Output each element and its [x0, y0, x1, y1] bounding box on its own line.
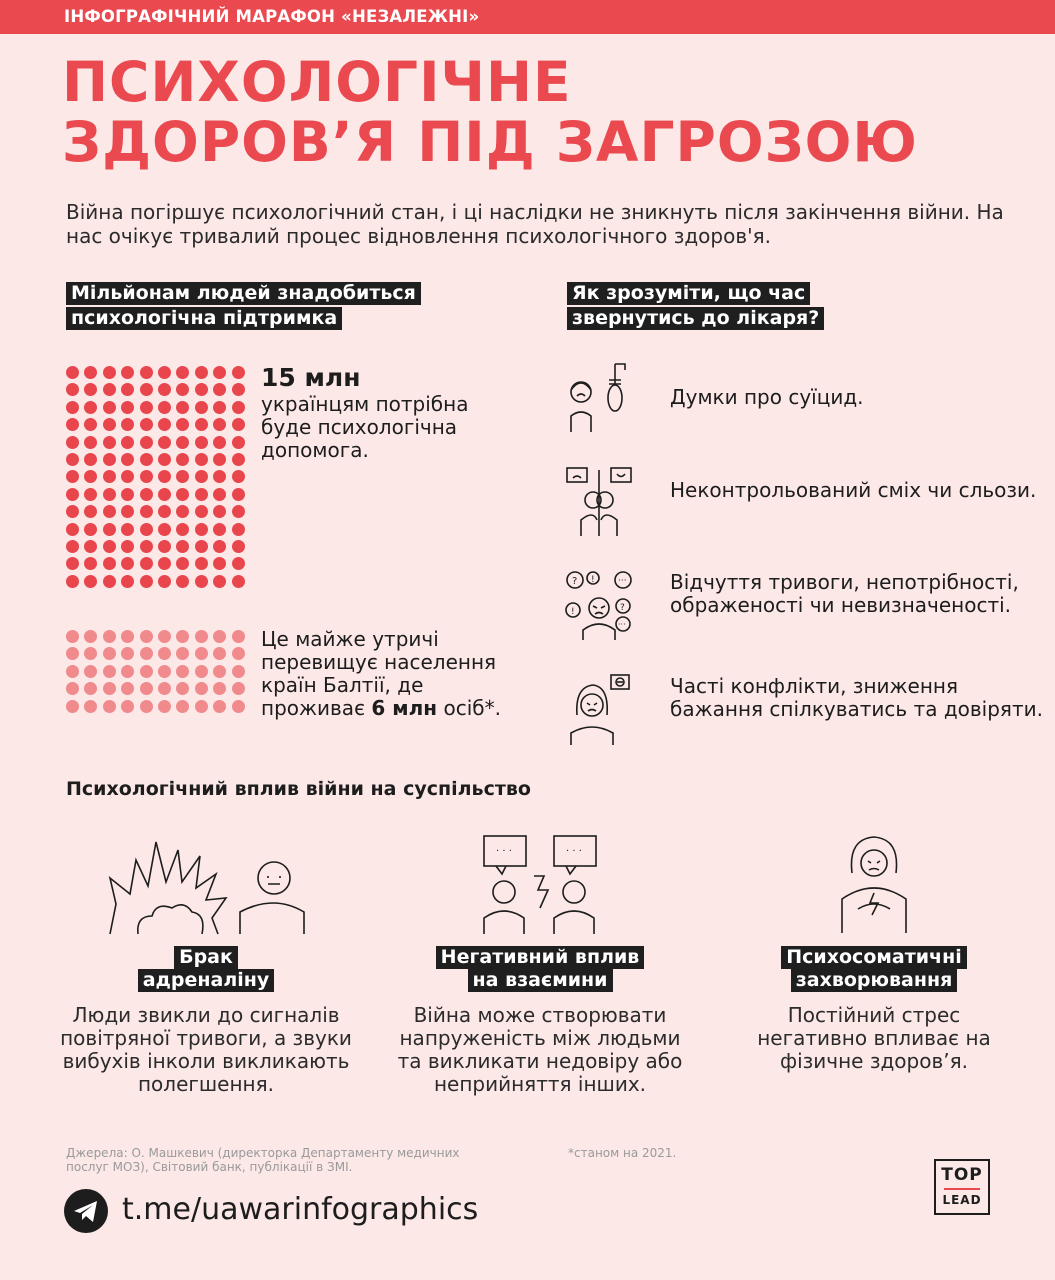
person-dot — [232, 682, 245, 695]
person-dot — [232, 418, 245, 431]
impact-head-1-line-1: Брак — [174, 946, 238, 969]
person-dot — [213, 401, 226, 414]
person-dot — [121, 682, 134, 695]
doctor-heading-line-1: Як зрозуміти, що час — [567, 282, 810, 305]
explosion-person-icon — [108, 838, 306, 936]
toplead-logo — [934, 1159, 990, 1215]
person-dot — [140, 647, 153, 660]
logo-bottom: LEAD — [942, 1193, 982, 1207]
person-dot — [103, 523, 116, 536]
person-dot — [232, 647, 245, 660]
person-dot — [103, 418, 116, 431]
person-dot — [232, 488, 245, 501]
person-dot — [66, 488, 79, 501]
person-dot — [195, 383, 208, 396]
person-dot — [84, 436, 97, 449]
doctor-heading-line-2: звернутись до лікаря? — [567, 307, 824, 330]
person-dot — [158, 505, 171, 518]
person-dot — [213, 418, 226, 431]
person-dot — [103, 436, 116, 449]
impact-head-3-line-1: Психосоматичні — [781, 946, 966, 969]
person-dot — [103, 401, 116, 414]
person-dot — [121, 401, 134, 414]
person-dot — [158, 383, 171, 396]
person-dot — [195, 523, 208, 536]
person-dot — [213, 523, 226, 536]
person-dot — [232, 665, 245, 678]
person-dot — [121, 700, 134, 713]
people-conflict-icon — [478, 834, 604, 936]
person-dot — [103, 453, 116, 466]
person-dot — [213, 575, 226, 588]
impact-head-2-line-2: на взаємини — [468, 969, 613, 992]
impact-head-1 — [66, 946, 346, 992]
person-dot — [176, 401, 189, 414]
person-dot — [140, 557, 153, 570]
dot-matrix-6m — [66, 630, 245, 713]
person-dot — [232, 453, 245, 466]
impact-text-2: Війна може створювати напруженість між людьми та викликати недовіру або неприйняття інших. — [397, 1003, 683, 1096]
person-dot — [195, 436, 208, 449]
svg-text:···: ··· — [618, 576, 627, 586]
title-line-2: ЗДОРОВ’Я ПІД ЗАГРОЗОЮ — [62, 110, 918, 174]
person-dot — [158, 665, 171, 678]
person-dot — [121, 470, 134, 483]
person-dot — [195, 505, 208, 518]
person-dot — [158, 575, 171, 588]
person-dot — [213, 366, 226, 379]
person-dot — [176, 383, 189, 396]
person-dot — [84, 470, 97, 483]
person-dot — [213, 436, 226, 449]
person-dot — [158, 557, 171, 570]
sign-text-4: Часті конфлікти, зниження бажання спілкуватись та довіряти. — [670, 674, 1043, 721]
person-dot — [195, 665, 208, 678]
person-dot — [84, 401, 97, 414]
impact-head-3-line-2: захворювання — [791, 969, 958, 992]
person-dot — [176, 418, 189, 431]
impact-text-3: Постійний стрес негативно впливає на фізичне здоров’я. — [757, 1003, 991, 1073]
person-dot — [176, 470, 189, 483]
person-dot — [66, 436, 79, 449]
person-dot — [140, 682, 153, 695]
person-dot — [140, 488, 153, 501]
anxiety-icon — [563, 568, 635, 640]
person-dot — [232, 557, 245, 570]
person-dot — [232, 436, 245, 449]
person-dot — [213, 505, 226, 518]
person-dot — [232, 523, 245, 536]
person-dot — [103, 557, 116, 570]
person-dot — [158, 523, 171, 536]
sign-text-3: Відчуття тривоги, непотрібності, ображеності чи невизначеності. — [670, 570, 1019, 617]
person-dot — [121, 665, 134, 678]
person-dot — [195, 647, 208, 660]
person-dot — [176, 540, 189, 553]
telegram-icon[interactable] — [64, 1189, 108, 1233]
person-dot — [103, 665, 116, 678]
person-dot — [66, 647, 79, 660]
dot-matrix-15m — [66, 366, 245, 588]
person-dot — [195, 630, 208, 643]
person-dot — [176, 700, 189, 713]
person-dot — [140, 575, 153, 588]
person-dot — [213, 647, 226, 660]
person-dot — [121, 418, 134, 431]
noose-person-icon — [563, 362, 635, 434]
sign-text-2: Неконтрольований сміх чи сльози. — [670, 478, 1037, 502]
person-dot — [213, 488, 226, 501]
person-dot — [84, 557, 97, 570]
person-dot — [176, 630, 189, 643]
person-dot — [176, 523, 189, 536]
person-dot — [195, 540, 208, 553]
person-dot — [121, 436, 134, 449]
footnote: *станом на 2021. — [568, 1146, 677, 1160]
person-dot — [66, 401, 79, 414]
person-dot — [66, 453, 79, 466]
svg-text:···: ··· — [618, 620, 626, 629]
person-dot — [213, 700, 226, 713]
conflict-person-icon — [563, 673, 635, 745]
person-dot — [158, 366, 171, 379]
person-dot — [66, 505, 79, 518]
logo-divider — [944, 1188, 980, 1190]
person-dot — [66, 418, 79, 431]
person-dot — [213, 557, 226, 570]
person-dot — [121, 383, 134, 396]
person-dot — [140, 401, 153, 414]
person-dot — [158, 453, 171, 466]
person-dot — [140, 418, 153, 431]
mood-swing-icon — [563, 466, 635, 538]
person-dot — [84, 453, 97, 466]
logo-top: TOP — [941, 1165, 983, 1185]
person-dot — [140, 523, 153, 536]
sick-person-icon — [838, 833, 910, 935]
person-dot — [103, 700, 116, 713]
top-banner — [0, 0, 1055, 34]
person-dot — [195, 557, 208, 570]
doctor-heading — [567, 281, 824, 331]
svg-text:?: ? — [572, 576, 578, 587]
person-dot — [213, 453, 226, 466]
person-dot — [213, 665, 226, 678]
person-dot — [140, 505, 153, 518]
person-dot — [103, 575, 116, 588]
person-dot — [84, 647, 97, 660]
person-dot — [66, 557, 79, 570]
person-dot — [103, 647, 116, 660]
sign-text-1: Думки про суїцид. — [670, 385, 864, 409]
person-dot — [66, 540, 79, 553]
marathon-label: ІНФОГРАФІЧНИЙ МАРАФОН «НЕЗАЛЕЖНІ» — [64, 7, 480, 26]
person-dot — [232, 401, 245, 414]
person-dot — [176, 665, 189, 678]
person-dot — [121, 575, 134, 588]
person-dot — [232, 700, 245, 713]
person-dot — [121, 540, 134, 553]
person-dot — [103, 540, 116, 553]
person-dot — [84, 523, 97, 536]
person-dot — [121, 630, 134, 643]
compare-bold: 6 млн — [371, 696, 438, 720]
person-dot — [121, 488, 134, 501]
big-number: 15 млн — [261, 363, 361, 392]
person-dot — [121, 557, 134, 570]
person-dot — [213, 682, 226, 695]
person-dot — [103, 470, 116, 483]
person-dot — [176, 505, 189, 518]
support-heading-line-2: психологічна підтримка — [66, 307, 342, 330]
person-dot — [84, 418, 97, 431]
person-dot — [232, 366, 245, 379]
person-dot — [140, 700, 153, 713]
person-dot — [176, 453, 189, 466]
person-dot — [66, 383, 79, 396]
person-dot — [84, 700, 97, 713]
person-dot — [176, 575, 189, 588]
person-dot — [121, 366, 134, 379]
impact-head-1-line-2: адреналіну — [138, 969, 275, 992]
person-dot — [103, 630, 116, 643]
person-dot — [84, 682, 97, 695]
person-dot — [176, 682, 189, 695]
impact-text-1: Люди звикли до сигналів повітряної тривоги, а звуки вибухів інколи викликають полегшення. — [60, 1003, 352, 1096]
person-dot — [66, 470, 79, 483]
person-dot — [232, 383, 245, 396]
person-dot — [158, 682, 171, 695]
person-dot — [84, 488, 97, 501]
person-dot — [140, 453, 153, 466]
person-dot — [103, 505, 116, 518]
person-dot — [213, 470, 226, 483]
person-dot — [158, 700, 171, 713]
person-dot — [84, 540, 97, 553]
telegram-link[interactable]: t.me/uawarinfographics — [122, 1192, 479, 1227]
impact-head-2-line-1: Негативний вплив — [436, 946, 645, 969]
svg-text:!: ! — [571, 607, 575, 617]
person-dot — [232, 575, 245, 588]
person-dot — [176, 647, 189, 660]
compare-text-main: Це майже утричі перевищує населення країн Балтії, де проживає — [261, 627, 497, 720]
person-dot — [158, 470, 171, 483]
person-dot — [213, 383, 226, 396]
impact-head-3 — [738, 946, 1010, 992]
person-dot — [195, 488, 208, 501]
compare-tail: осіб*. — [437, 696, 501, 720]
person-dot — [121, 523, 134, 536]
person-dot — [66, 575, 79, 588]
person-dot — [232, 540, 245, 553]
person-dot — [176, 557, 189, 570]
person-dot — [213, 540, 226, 553]
title-line-1: ПСИХОЛОГІЧНЕ — [62, 50, 572, 114]
person-dot — [66, 682, 79, 695]
person-dot — [66, 366, 79, 379]
person-dot — [176, 488, 189, 501]
person-dot — [176, 366, 189, 379]
support-heading — [66, 281, 421, 331]
person-dot — [84, 630, 97, 643]
support-heading-line-1: Мільйонам людей знадобиться — [66, 282, 421, 305]
person-dot — [103, 682, 116, 695]
person-dot — [195, 453, 208, 466]
person-dot — [103, 366, 116, 379]
compare-text — [261, 628, 501, 720]
person-dot — [66, 523, 79, 536]
person-dot — [195, 700, 208, 713]
svg-text:· · ·: · · · — [566, 846, 582, 857]
page-title — [62, 52, 918, 172]
impact-head-2 — [405, 946, 675, 992]
person-dot — [140, 665, 153, 678]
person-dot — [195, 401, 208, 414]
person-dot — [66, 700, 79, 713]
person-dot — [121, 453, 134, 466]
paper-plane-icon — [64, 1189, 108, 1233]
person-dot — [140, 540, 153, 553]
person-dot — [195, 682, 208, 695]
person-dot — [158, 630, 171, 643]
person-dot — [66, 630, 79, 643]
person-dot — [140, 470, 153, 483]
person-dot — [232, 505, 245, 518]
svg-text:· · ·: · · · — [496, 846, 512, 857]
svg-text:?: ? — [620, 603, 625, 613]
person-dot — [158, 647, 171, 660]
person-dot — [232, 470, 245, 483]
person-dot — [140, 436, 153, 449]
person-dot — [195, 470, 208, 483]
person-dot — [158, 488, 171, 501]
source-note: Джерела: О. Машкевич (директорка Департаменту медичних послуг МОЗ), Світовий банк, публікації в ЗМІ. — [66, 1146, 460, 1174]
person-dot — [195, 418, 208, 431]
person-dot — [213, 630, 226, 643]
person-dot — [84, 383, 97, 396]
person-dot — [158, 401, 171, 414]
person-dot — [140, 383, 153, 396]
person-dot — [158, 540, 171, 553]
person-dot — [176, 436, 189, 449]
person-dot — [232, 630, 245, 643]
person-dot — [103, 383, 116, 396]
person-dot — [140, 366, 153, 379]
impact-title: Психологічний вплив війни на суспільство — [66, 778, 531, 800]
person-dot — [84, 575, 97, 588]
person-dot — [103, 488, 116, 501]
person-dot — [121, 647, 134, 660]
svg-text:!: ! — [591, 575, 595, 585]
person-dot — [121, 505, 134, 518]
person-dot — [158, 418, 171, 431]
person-dot — [195, 366, 208, 379]
person-dot — [84, 505, 97, 518]
person-dot — [140, 630, 153, 643]
intro-text: Війна погіршує психологічний стан, і ці наслідки не зникнуть після закінчення війни. На нас очікує тривалий процес відновлення психологічного здоров'я. — [66, 200, 1004, 248]
person-dot — [195, 575, 208, 588]
person-dot — [66, 665, 79, 678]
person-dot — [158, 436, 171, 449]
person-dot — [84, 366, 97, 379]
person-dot — [84, 665, 97, 678]
big-number-text: українцям потрібна буде психологічна допомога. — [261, 392, 469, 462]
